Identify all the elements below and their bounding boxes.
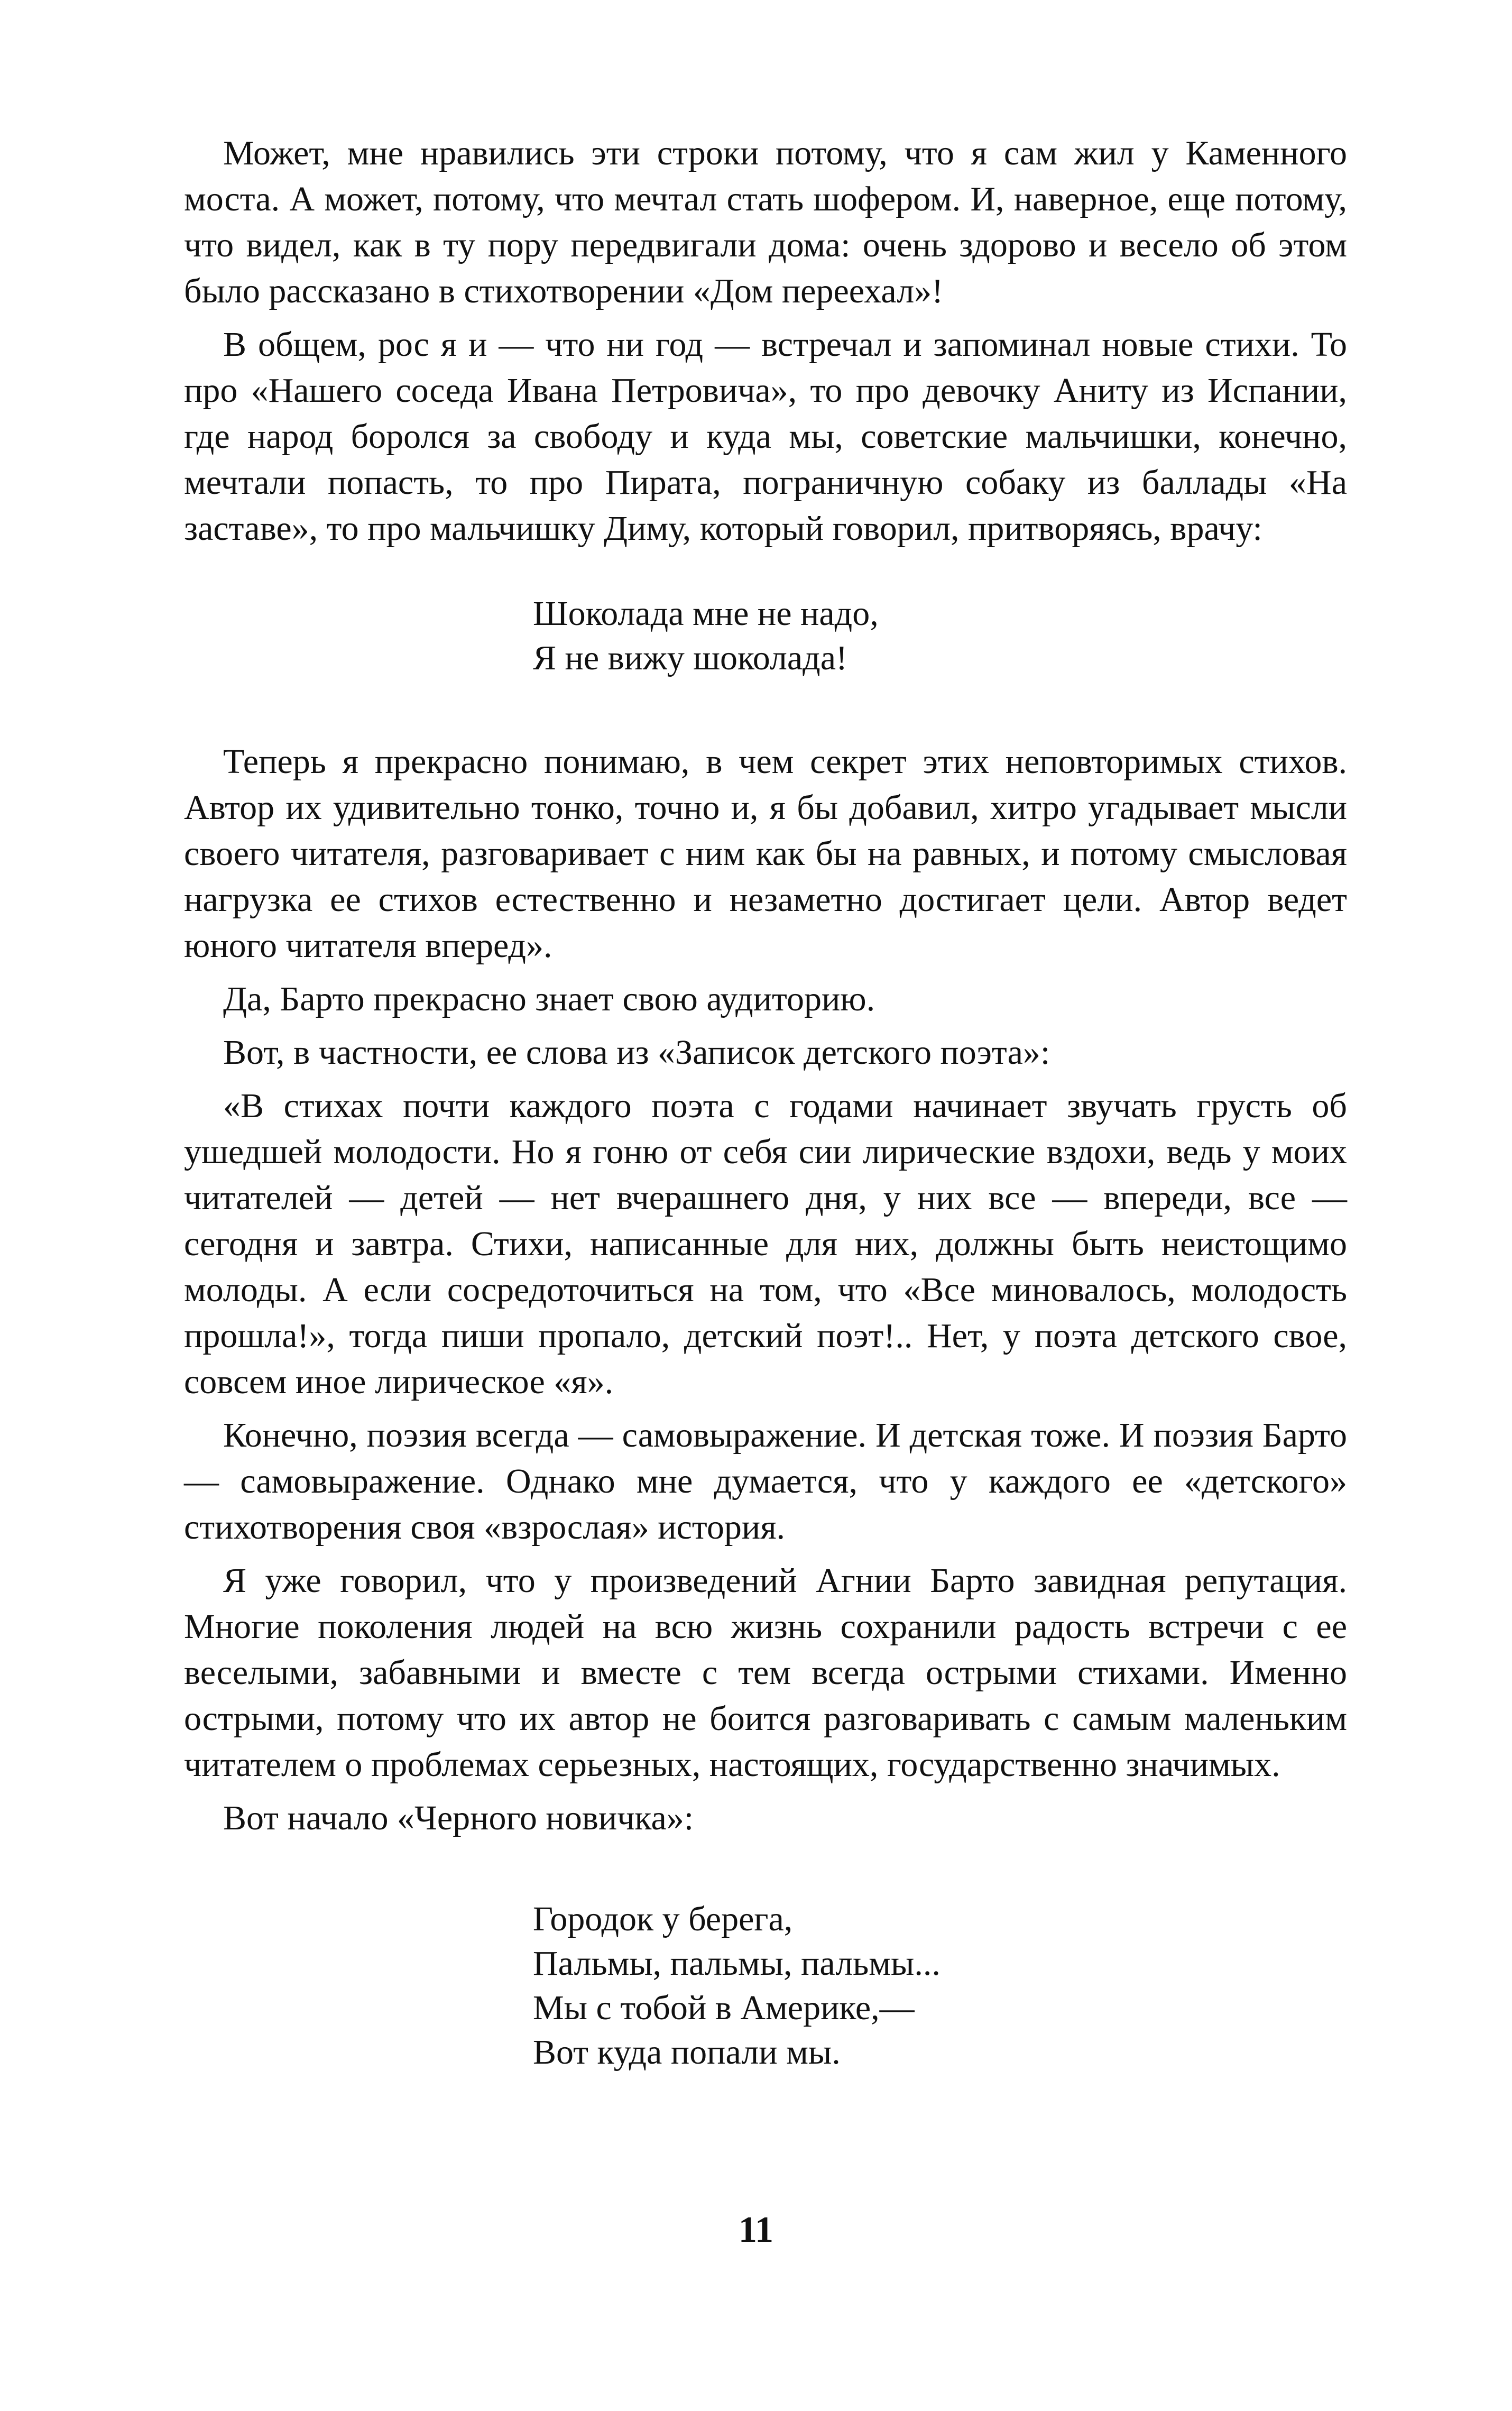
paragraph: Может, мне нравились эти строки потому, что я сам жил у Каменного моста. А может, потому, что мечтал стать шофером. И, наверное, еще потому, что видел, как в ту пору передвигали дома: очень здорово и весело об этом было рассказано в стихотворении «Дом переехал»! <box>184 134 1347 310</box>
page-number: 11 <box>738 2210 774 2250</box>
paragraph: В общем, рос я и — что ни год — встречал и запоминал новые стихи. То про «Нашего соседа Ивана Петровича», то про девочку Аниту из Испании, где народ боролся за свободу и куда мы, советские мальчишки, конечно, мечтали попасть, то про Пирата, пограничную собаку из баллады «На заставе», то про мальчишку Диму, который говорил, притворяясь, врачу: <box>184 325 1347 548</box>
paragraph: Теперь я прекрасно понимаю, в чем секрет этих неповторимых стихов. Автор их удивительно тонко, точно и, я бы добавил, хитро угадывает мысли своего читателя, разговаривает с ним как бы на равных, и потому смысловая нагрузка ее стихов естественно и незаметно достигает цели. Автор ведет юного читателя вперед». <box>184 742 1347 965</box>
paragraph: Я уже говорил, что у произведений Агнии Барто завидная репутация. Многие поколения людей на всю жизнь сохранили радость встречи с ее веселыми, забавными и вместе с тем всегда острыми стихами. Именно острыми, потому что их автор не боится разговаривать с самым маленьким читателем о проблемах серьезных, настоящих, государственно значимых. <box>184 1561 1347 1784</box>
paragraph: Конечно, поэзия всегда — самовыражение. И детская тоже. И поэзия Барто — самовыражение. Однако мне думается, что у каждого ее «детского» стихотворения своя «взрослая» история. <box>184 1416 1347 1547</box>
paragraph: Вот начало «Черного новичка»: <box>223 1799 694 1837</box>
verse-quote: Городок у берега, Пальмы, пальмы, пальмы... Мы с тобой в Америке,— Вот куда попали мы. <box>533 1900 941 2072</box>
verse-quote: Шоколада мне не надо, Я не вижу шоколада! <box>533 594 879 677</box>
page-body <box>184 130 1347 2075</box>
paragraph: Да, Барто прекрасно знает свою аудиторию. <box>223 980 875 1018</box>
paragraph: Вот, в частности, ее слова из «Записок детского поэта»: <box>223 1033 1050 1072</box>
paragraph: «В стихах почти каждого поэта с годами начинает звучать грусть об ушедшей молодости. Но я гоню от себя сии лирические вздохи, ведь у моих читателей — детей — нет вчерашнего дня, у них все — впереди, все — сегодня и завтра. Стихи, написанные для них, должны быть неистощимо молоды. А если сосредоточиться на том, что «Все миновалось, молодость прошла!», тогда пиши пропало, детский поэт!.. Нет, у поэта детского свое, совсем иное лирическое «я». <box>184 1087 1347 1401</box>
